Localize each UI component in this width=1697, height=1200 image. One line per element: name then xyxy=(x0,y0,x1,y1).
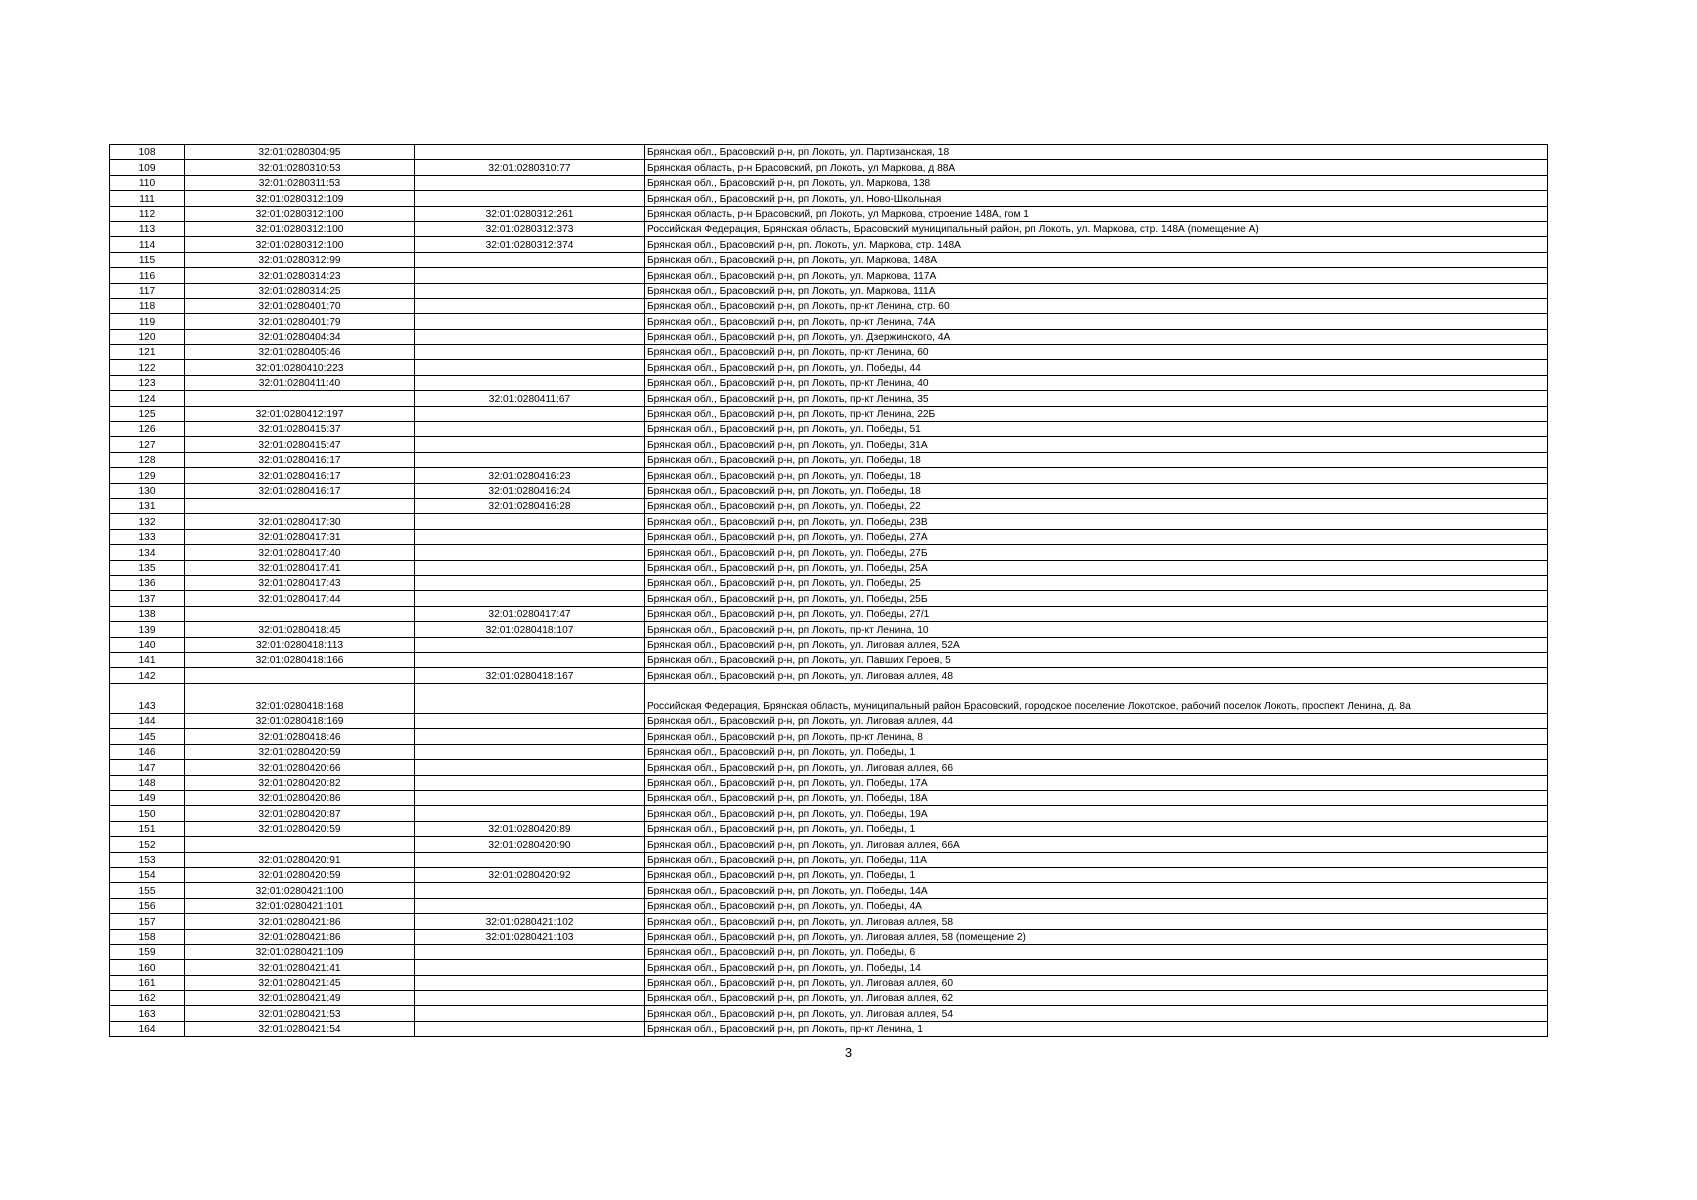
table-row xyxy=(110,975,1548,990)
cadastral-number-cell: 32:01:0280417:31 xyxy=(185,529,415,544)
cadastral-number-cell: 32:01:0280314:23 xyxy=(185,268,415,283)
table-row xyxy=(110,529,1548,544)
object-cadastral-number-cell xyxy=(415,591,645,606)
table-row xyxy=(110,744,1548,759)
address-cell: Брянская обл., Брасовский р-н, рп Локоть, ул. Победы, 1 xyxy=(645,744,1548,759)
cadastral-number-cell: 32:01:0280421:86 xyxy=(185,914,415,929)
row-number-cell: 111 xyxy=(110,191,185,206)
row-number-cell: 119 xyxy=(110,314,185,329)
address-cell: Брянская обл., Брасовский р-н, рп Локоть, ул. Победы, 18 xyxy=(645,483,1548,498)
cadastral-number-cell xyxy=(185,391,415,406)
object-cadastral-number-cell xyxy=(415,898,645,913)
row-number-cell: 139 xyxy=(110,622,185,637)
row-number-cell: 164 xyxy=(110,1021,185,1036)
object-cadastral-number-cell xyxy=(415,375,645,390)
object-cadastral-number-cell xyxy=(415,298,645,313)
address-cell: Брянская обл., Брасовский р-н, рп Локоть, ул. Победы, 22 xyxy=(645,498,1548,513)
table-row xyxy=(110,960,1548,975)
cadastral-number-cell: 32:01:0280410:223 xyxy=(185,360,415,375)
object-cadastral-number-cell xyxy=(415,637,645,652)
cadastral-number-cell: 32:01:0280421:53 xyxy=(185,1006,415,1021)
table-row xyxy=(110,437,1548,452)
object-cadastral-number-cell xyxy=(415,268,645,283)
address-cell: Брянская обл., Брасовский р-н, рп Локоть, ул. Лиговая аллея, 62 xyxy=(645,991,1548,1006)
row-number-cell: 118 xyxy=(110,298,185,313)
cadastral-number-cell: 32:01:0280417:44 xyxy=(185,591,415,606)
row-number-cell: 120 xyxy=(110,329,185,344)
table-row xyxy=(110,560,1548,575)
object-cadastral-number-cell xyxy=(415,145,645,160)
table-row xyxy=(110,498,1548,513)
cadastral-number-cell: 32:01:0280421:41 xyxy=(185,960,415,975)
table-row xyxy=(110,329,1548,344)
address-cell: Брянская обл., Брасовский р-н, рп Локоть, ул. Победы, 18 xyxy=(645,468,1548,483)
object-cadastral-number-cell xyxy=(415,760,645,775)
table-row xyxy=(110,514,1548,529)
address-cell: Брянская обл., Брасовский р-н, рп Локоть, пр-кт Ленина, 40 xyxy=(645,375,1548,390)
object-cadastral-number-cell: 32:01:0280417:47 xyxy=(415,606,645,621)
object-cadastral-number-cell xyxy=(415,883,645,898)
address-cell: Брянская обл., Брасовский р-н, рп Локоть, ул. Лиговая аллея, 58 (помещение 2) xyxy=(645,929,1548,944)
object-cadastral-number-cell xyxy=(415,791,645,806)
table-row xyxy=(110,622,1548,637)
address-cell: Брянская обл., Брасовский р-н, рп Локоть, ул. Победы, 25А xyxy=(645,560,1548,575)
object-cadastral-number-cell xyxy=(415,345,645,360)
object-cadastral-number-cell xyxy=(415,360,645,375)
address-cell: Брянская обл., Брасовский р-н, рп Локоть, ул. Лиговая аллея, 44 xyxy=(645,714,1548,729)
row-number-cell: 162 xyxy=(110,991,185,1006)
object-cadastral-number-cell xyxy=(415,283,645,298)
address-cell: Брянская обл., Брасовский р-н, рп Локоть, ул. Ново-Школьная xyxy=(645,191,1548,206)
cadastral-number-cell xyxy=(185,606,415,621)
cadastral-number-cell: 32:01:0280416:17 xyxy=(185,452,415,467)
address-cell: Брянская обл., Брасовский р-н, рп Локоть, ул. Победы, 18А xyxy=(645,791,1548,806)
table-row xyxy=(110,714,1548,729)
cadastral-number-cell: 32:01:0280411:40 xyxy=(185,375,415,390)
cadastral-number-cell: 32:01:0280420:86 xyxy=(185,791,415,806)
row-number-cell: 160 xyxy=(110,960,185,975)
address-cell: Брянская обл., Брасовский р-н, рп Локоть, ул. Дзержинского, 4А xyxy=(645,329,1548,344)
table-row xyxy=(110,175,1548,190)
object-cadastral-number-cell xyxy=(415,683,645,713)
row-number-cell: 153 xyxy=(110,852,185,867)
cadastral-number-cell: 32:01:0280404:34 xyxy=(185,329,415,344)
object-cadastral-number-cell: 32:01:0280420:89 xyxy=(415,821,645,836)
cadastral-number-cell: 32:01:0280415:47 xyxy=(185,437,415,452)
row-number-cell: 128 xyxy=(110,452,185,467)
table-row xyxy=(110,252,1548,267)
cadastral-number-cell: 32:01:0280420:59 xyxy=(185,821,415,836)
cadastral-number-cell: 32:01:0280421:101 xyxy=(185,898,415,913)
cadastral-number-cell: 32:01:0280417:43 xyxy=(185,575,415,590)
cadastral-number-cell: 32:01:0280405:46 xyxy=(185,345,415,360)
row-number-cell: 152 xyxy=(110,837,185,852)
address-cell: Брянская обл., Брасовский р-н, рп Локоть, ул. Павших Героев, 5 xyxy=(645,652,1548,667)
address-cell: Брянская обл., Брасовский р-н, рп Локоть, ул. Маркова, 111А xyxy=(645,283,1548,298)
object-cadastral-number-cell xyxy=(415,314,645,329)
cadastral-number-cell: 32:01:0280418:166 xyxy=(185,652,415,667)
table-row xyxy=(110,1021,1548,1036)
cadastral-number-cell: 32:01:0280418:168 xyxy=(185,683,415,713)
object-cadastral-number-cell xyxy=(415,960,645,975)
cadastral-number-cell: 32:01:0280420:87 xyxy=(185,806,415,821)
table-row xyxy=(110,991,1548,1006)
address-cell: Брянская обл., Брасовский р-н, рп Локоть, пр-кт Ленина, 10 xyxy=(645,622,1548,637)
object-cadastral-number-cell: 32:01:0280312:374 xyxy=(415,237,645,252)
table-row xyxy=(110,545,1548,560)
address-cell: Брянская обл., Брасовский р-н, рп Локоть, ул. Лиговая аллея, 66 xyxy=(645,760,1548,775)
address-cell: Брянская обл., Брасовский р-н, рп Локоть, ул. Победы, 23В xyxy=(645,514,1548,529)
table-row xyxy=(110,637,1548,652)
cadastral-number-cell xyxy=(185,498,415,513)
cadastral-number-cell: 32:01:0280415:37 xyxy=(185,422,415,437)
address-cell: Брянская обл., Брасовский р-н, рп Локоть, ул. Победы, 25 xyxy=(645,575,1548,590)
table-row xyxy=(110,283,1548,298)
row-number-cell: 143 xyxy=(110,683,185,713)
table-row xyxy=(110,898,1548,913)
row-number-cell: 129 xyxy=(110,468,185,483)
table-row xyxy=(110,944,1548,959)
object-cadastral-number-cell xyxy=(415,652,645,667)
row-number-cell: 113 xyxy=(110,221,185,236)
object-cadastral-number-cell xyxy=(415,560,645,575)
address-cell: Брянская обл., Брасовский р-н, рп Локоть, ул. Лиговая аллея, 54 xyxy=(645,1006,1548,1021)
object-cadastral-number-cell xyxy=(415,744,645,759)
cadastral-number-cell: 32:01:0280421:49 xyxy=(185,991,415,1006)
row-number-cell: 149 xyxy=(110,791,185,806)
address-cell: Брянская обл., Брасовский р-н, рп Локоть, ул. Лиговая аллея, 58 xyxy=(645,914,1548,929)
table-row xyxy=(110,268,1548,283)
cadastral-number-cell: 32:01:0280310:53 xyxy=(185,160,415,175)
address-cell: Брянская обл., Брасовский р-н, рп Локоть, ул. Победы, 18 xyxy=(645,452,1548,467)
address-cell: Брянская обл., Брасовский р-н, рп Локоть, ул. Победы, 14 xyxy=(645,960,1548,975)
object-cadastral-number-cell: 32:01:0280420:90 xyxy=(415,837,645,852)
row-number-cell: 144 xyxy=(110,714,185,729)
cadastral-number-cell: 32:01:0280312:100 xyxy=(185,237,415,252)
table-row xyxy=(110,345,1548,360)
object-cadastral-number-cell xyxy=(415,191,645,206)
object-cadastral-number-cell: 32:01:0280421:102 xyxy=(415,914,645,929)
row-number-cell: 158 xyxy=(110,929,185,944)
cadastral-number-cell: 32:01:0280421:45 xyxy=(185,975,415,990)
table-row xyxy=(110,468,1548,483)
table-row xyxy=(110,391,1548,406)
cadastral-number-cell: 32:01:0280312:100 xyxy=(185,221,415,236)
cadastral-number-cell: 32:01:0280401:70 xyxy=(185,298,415,313)
row-number-cell: 117 xyxy=(110,283,185,298)
row-number-cell: 122 xyxy=(110,360,185,375)
property-table xyxy=(109,144,1548,1037)
cadastral-number-cell: 32:01:0280312:99 xyxy=(185,252,415,267)
row-number-cell: 156 xyxy=(110,898,185,913)
table-row xyxy=(110,914,1548,929)
row-number-cell: 136 xyxy=(110,575,185,590)
table-row xyxy=(110,237,1548,252)
address-cell: Брянская область, р-н Брасовский, рп Локоть, ул Маркова, строение 148А, гом 1 xyxy=(645,206,1548,221)
table-row xyxy=(110,883,1548,898)
object-cadastral-number-cell xyxy=(415,714,645,729)
address-cell: Брянская обл., Брасовский р-н, рп Локоть, ул. Маркова, 148А xyxy=(645,252,1548,267)
address-cell: Брянская обл., Брасовский р-н, рп Локоть, ул. Лиговая аллея, 60 xyxy=(645,975,1548,990)
object-cadastral-number-cell xyxy=(415,514,645,529)
table-row xyxy=(110,314,1548,329)
address-cell: Брянская обл., Брасовский р-н, рп Локоть, ул. Лиговая аллея, 48 xyxy=(645,668,1548,683)
row-number-cell: 109 xyxy=(110,160,185,175)
row-number-cell: 134 xyxy=(110,545,185,560)
object-cadastral-number-cell xyxy=(415,806,645,821)
address-cell: Брянская обл., Брасовский р-н, рп Локоть, пр-кт Ленина, 60 xyxy=(645,345,1548,360)
address-cell: Брянская обл., Брасовский р-н, рп Локоть, пр-кт Ленина, 8 xyxy=(645,729,1548,744)
row-number-cell: 147 xyxy=(110,760,185,775)
row-number-cell: 131 xyxy=(110,498,185,513)
table-row xyxy=(110,375,1548,390)
object-cadastral-number-cell xyxy=(415,991,645,1006)
object-cadastral-number-cell: 32:01:0280310:77 xyxy=(415,160,645,175)
address-cell: Брянская обл., Брасовский р-н, рп Локоть, ул. Победы, 4А xyxy=(645,898,1548,913)
table-row xyxy=(110,668,1548,683)
object-cadastral-number-cell xyxy=(415,175,645,190)
cadastral-number-cell: 32:01:0280418:45 xyxy=(185,622,415,637)
row-number-cell: 130 xyxy=(110,483,185,498)
address-cell: Брянская обл., Брасовский р-н, рп Локоть, ул. Победы, 19А xyxy=(645,806,1548,821)
address-cell: Брянская обл., Брасовский р-н, рп Локоть, ул. Лиговая аллея, 52А xyxy=(645,637,1548,652)
address-cell: Брянская обл., Брасовский р-н, рп Локоть, пр-кт Ленина, 35 xyxy=(645,391,1548,406)
address-cell: Брянская обл., Брасовский р-н, рп Локоть, ул. Победы, 31А xyxy=(645,437,1548,452)
table-row xyxy=(110,422,1548,437)
object-cadastral-number-cell: 32:01:0280416:28 xyxy=(415,498,645,513)
object-cadastral-number-cell xyxy=(415,852,645,867)
table-row xyxy=(110,360,1548,375)
object-cadastral-number-cell xyxy=(415,252,645,267)
table-row xyxy=(110,191,1548,206)
cadastral-number-cell: 32:01:0280421:54 xyxy=(185,1021,415,1036)
cadastral-number-cell: 32:01:0280418:169 xyxy=(185,714,415,729)
row-number-cell: 159 xyxy=(110,944,185,959)
table-row xyxy=(110,145,1548,160)
address-cell: Брянская обл., Брасовский р-н, рп Локоть, ул. Победы, 1 xyxy=(645,821,1548,836)
row-number-cell: 110 xyxy=(110,175,185,190)
address-cell: Брянская обл., Брасовский р-н, рп Локоть, ул. Победы, 1 xyxy=(645,867,1548,882)
row-number-cell: 121 xyxy=(110,345,185,360)
cadastral-number-cell: 32:01:0280420:59 xyxy=(185,744,415,759)
object-cadastral-number-cell xyxy=(415,944,645,959)
object-cadastral-number-cell: 32:01:0280312:373 xyxy=(415,221,645,236)
table-row xyxy=(110,221,1548,236)
cadastral-number-cell: 32:01:0280421:100 xyxy=(185,883,415,898)
address-cell: Брянская обл., Брасовский р-н, рп Локоть, ул. Лиговая аллея, 66А xyxy=(645,837,1548,852)
table-row xyxy=(110,760,1548,775)
object-cadastral-number-cell xyxy=(415,452,645,467)
row-number-cell: 108 xyxy=(110,145,185,160)
cadastral-number-cell: 32:01:0280420:82 xyxy=(185,775,415,790)
row-number-cell: 116 xyxy=(110,268,185,283)
table-row xyxy=(110,652,1548,667)
cadastral-number-cell: 32:01:0280314:25 xyxy=(185,283,415,298)
row-number-cell: 125 xyxy=(110,406,185,421)
object-cadastral-number-cell: 32:01:0280418:107 xyxy=(415,622,645,637)
object-cadastral-number-cell xyxy=(415,575,645,590)
cadastral-number-cell: 32:01:0280416:17 xyxy=(185,483,415,498)
cadastral-number-cell: 32:01:0280420:91 xyxy=(185,852,415,867)
object-cadastral-number-cell xyxy=(415,406,645,421)
table-row xyxy=(110,775,1548,790)
row-number-cell: 142 xyxy=(110,668,185,683)
table-row xyxy=(110,806,1548,821)
row-number-cell: 157 xyxy=(110,914,185,929)
cadastral-number-cell xyxy=(185,668,415,683)
page-number: 3 xyxy=(844,1045,853,1060)
table-row xyxy=(110,452,1548,467)
cadastral-number-cell: 32:01:0280304:95 xyxy=(185,145,415,160)
row-number-cell: 126 xyxy=(110,422,185,437)
object-cadastral-number-cell: 32:01:0280411:67 xyxy=(415,391,645,406)
cadastral-number-cell: 32:01:0280401:79 xyxy=(185,314,415,329)
table-row xyxy=(110,852,1548,867)
cadastral-number-cell: 32:01:0280421:109 xyxy=(185,944,415,959)
cadastral-number-cell: 32:01:0280416:17 xyxy=(185,468,415,483)
row-number-cell: 150 xyxy=(110,806,185,821)
object-cadastral-number-cell: 32:01:0280421:103 xyxy=(415,929,645,944)
table-row xyxy=(110,867,1548,882)
row-number-cell: 123 xyxy=(110,375,185,390)
address-cell: Брянская обл., Брасовский р-н, рп Локоть, ул. Победы, 25Б xyxy=(645,591,1548,606)
object-cadastral-number-cell xyxy=(415,775,645,790)
row-number-cell: 148 xyxy=(110,775,185,790)
row-number-cell: 132 xyxy=(110,514,185,529)
address-cell: Брянская обл., Брасовский р-н, рп Локоть, ул. Победы, 44 xyxy=(645,360,1548,375)
table-row xyxy=(110,929,1548,944)
table-row xyxy=(110,606,1548,621)
row-number-cell: 133 xyxy=(110,529,185,544)
table-row xyxy=(110,206,1548,221)
address-cell: Брянская обл., Брасовский р-н, рп Локоть, пр-кт Ленина, 1 xyxy=(645,1021,1548,1036)
address-cell: Брянская обл., Брасовский р-н, рп Локоть, ул. Маркова, 138 xyxy=(645,175,1548,190)
address-cell: Брянская обл., Брасовский р-н, рп Локоть, ул. Победы, 27А xyxy=(645,529,1548,544)
object-cadastral-number-cell: 32:01:0280312:261 xyxy=(415,206,645,221)
table-row xyxy=(110,791,1548,806)
cadastral-number-cell: 32:01:0280418:46 xyxy=(185,729,415,744)
address-cell: Брянская обл., Брасовский р-н, рп Локоть, ул. Победы, 17А xyxy=(645,775,1548,790)
address-cell: Брянская обл., Брасовский р-н, рп Локоть, пр-кт Ленина, 74А xyxy=(645,314,1548,329)
row-number-cell: 146 xyxy=(110,744,185,759)
table-row xyxy=(110,160,1548,175)
address-cell: Российская Федерация, Брянская область, Брасовский муниципальный район, рп Локоть, ул. Маркова, стр. 148А (помещение А) xyxy=(645,221,1548,236)
object-cadastral-number-cell xyxy=(415,529,645,544)
row-number-cell: 155 xyxy=(110,883,185,898)
table-body xyxy=(110,145,1548,1037)
row-number-cell: 138 xyxy=(110,606,185,621)
row-number-cell: 112 xyxy=(110,206,185,221)
object-cadastral-number-cell xyxy=(415,422,645,437)
cadastral-number-cell: 32:01:0280420:66 xyxy=(185,760,415,775)
cadastral-number-cell: 32:01:0280417:40 xyxy=(185,545,415,560)
object-cadastral-number-cell: 32:01:0280418:167 xyxy=(415,668,645,683)
table-row xyxy=(110,821,1548,836)
row-number-cell: 140 xyxy=(110,637,185,652)
object-cadastral-number-cell: 32:01:0280420:92 xyxy=(415,867,645,882)
table-row xyxy=(110,591,1548,606)
address-cell: Брянская обл., Брасовский р-н, рп Локоть, ул. Победы, 14А xyxy=(645,883,1548,898)
address-cell: Брянская обл., Брасовский р-н, рп Локоть, ул. Победы, 11А xyxy=(645,852,1548,867)
object-cadastral-number-cell xyxy=(415,437,645,452)
table-row xyxy=(110,483,1548,498)
address-cell: Брянская обл., Брасовский р-н, рп Локоть, ул. Партизанская, 18 xyxy=(645,145,1548,160)
row-number-cell: 154 xyxy=(110,867,185,882)
row-number-cell: 145 xyxy=(110,729,185,744)
cadastral-number-cell: 32:01:0280412:197 xyxy=(185,406,415,421)
table-row xyxy=(110,729,1548,744)
row-number-cell: 127 xyxy=(110,437,185,452)
table-row xyxy=(110,1006,1548,1021)
row-number-cell: 151 xyxy=(110,821,185,836)
cadastral-number-cell: 32:01:0280420:59 xyxy=(185,867,415,882)
address-cell: Брянская обл., Брасовский р-н, рп Локоть, ул. Победы, 27Б xyxy=(645,545,1548,560)
object-cadastral-number-cell xyxy=(415,729,645,744)
address-cell: Российская Федерация, Брянская область, муниципальный район Брасовский, городское поселение Локотское, рабочий поселок Локоть, проспект Ленина, д. 8а xyxy=(645,683,1548,713)
cadastral-number-cell: 32:01:0280421:86 xyxy=(185,929,415,944)
address-cell: Брянская обл., Брасовский р-н, рп Локоть, ул. Победы, 27/1 xyxy=(645,606,1548,621)
cadastral-number-cell: 32:01:0280418:113 xyxy=(185,637,415,652)
cadastral-number-cell: 32:01:0280417:41 xyxy=(185,560,415,575)
cadastral-number-cell: 32:01:0280417:30 xyxy=(185,514,415,529)
address-cell: Брянская обл., Брасовский р-н, рп Локоть, ул. Победы, 6 xyxy=(645,944,1548,959)
object-cadastral-number-cell xyxy=(415,1006,645,1021)
address-cell: Брянская обл., Брасовский р-н, рп Локоть, пр-кт Ленина, 22Б xyxy=(645,406,1548,421)
address-cell: Брянская обл., Брасовский р-н, рп. Локоть, ул. Маркова, стр. 148А xyxy=(645,237,1548,252)
cadastral-number-cell: 32:01:0280311:53 xyxy=(185,175,415,190)
row-number-cell: 124 xyxy=(110,391,185,406)
object-cadastral-number-cell xyxy=(415,545,645,560)
table-row xyxy=(110,298,1548,313)
address-cell: Брянская область, р-н Брасовский, рп Локоть, ул Маркова, д 88А xyxy=(645,160,1548,175)
row-number-cell: 137 xyxy=(110,591,185,606)
table-row xyxy=(110,575,1548,590)
row-number-cell: 135 xyxy=(110,560,185,575)
object-cadastral-number-cell xyxy=(415,329,645,344)
address-cell: Брянская обл., Брасовский р-н, рп Локоть, ул. Победы, 51 xyxy=(645,422,1548,437)
object-cadastral-number-cell xyxy=(415,1021,645,1036)
table-row xyxy=(110,837,1548,852)
object-cadastral-number-cell: 32:01:0280416:24 xyxy=(415,483,645,498)
row-number-cell: 141 xyxy=(110,652,185,667)
object-cadastral-number-cell: 32:01:0280416:23 xyxy=(415,468,645,483)
address-cell: Брянская обл., Брасовский р-н, рп Локоть, ул. Маркова, 117А xyxy=(645,268,1548,283)
row-number-cell: 161 xyxy=(110,975,185,990)
cadastral-number-cell: 32:01:0280312:100 xyxy=(185,206,415,221)
row-number-cell: 115 xyxy=(110,252,185,267)
row-number-cell: 163 xyxy=(110,1006,185,1021)
table-row xyxy=(110,683,1548,713)
address-cell: Брянская обл., Брасовский р-н, рп Локоть, пр-кт Ленина, стр. 60 xyxy=(645,298,1548,313)
cadastral-number-cell: 32:01:0280312:109 xyxy=(185,191,415,206)
row-number-cell: 114 xyxy=(110,237,185,252)
table-row xyxy=(110,406,1548,421)
object-cadastral-number-cell xyxy=(415,975,645,990)
cadastral-number-cell xyxy=(185,837,415,852)
